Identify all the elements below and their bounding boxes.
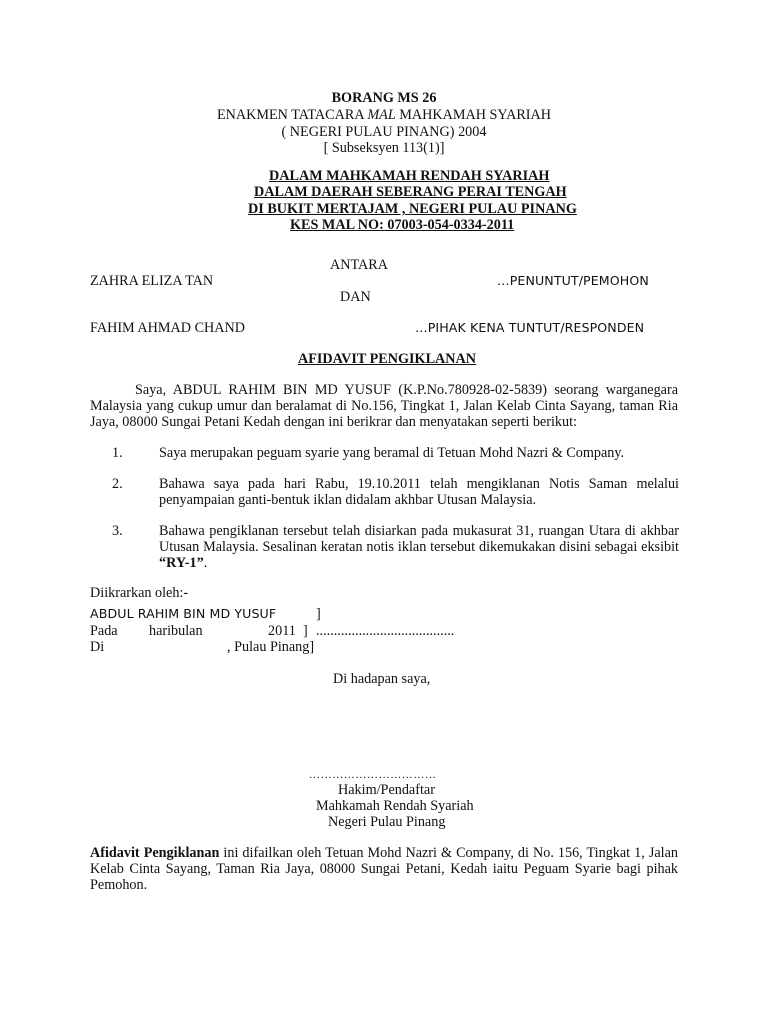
- declarant-name: ABDUL RAHIM BIN MD YUSUF: [90, 606, 277, 621]
- state-year: ( NEGERI PULAU PINANG) 2004: [281, 124, 487, 140]
- officer-court: Mahkamah Rendah Syariah: [316, 798, 474, 814]
- filing-note-line-2: Kelab Cinta Sayang, Taman Ria Jaya, 08000 Sungai Petani, Kedah iaitu Peguam Syarie bagi pihak: [90, 861, 678, 877]
- item-number: 3.: [112, 523, 123, 539]
- declaration-year: 2011: [268, 623, 296, 639]
- court-line-1: DALAM MAHKAMAH RENDAH SYARIAH: [269, 168, 550, 184]
- between-label: ANTARA: [330, 257, 388, 273]
- officer-signature-line: ……………………………: [309, 769, 437, 781]
- item-2-line-1: Bahawa saya pada hari Rabu, 19.10.2011 telah mengiklanan Notis Saman melalui: [159, 476, 679, 492]
- intro-line-3: Jaya, 08000 Sungai Petani Kedah dengan ini berikrar dan menyatakan seperti berikut:: [90, 414, 577, 430]
- exhibit-reference: “RY-1”.: [159, 555, 208, 571]
- item-number: 2.: [112, 476, 123, 492]
- enactment-mal: MAL: [367, 107, 396, 123]
- subsection: [ Subseksyen 113(1)]: [323, 140, 445, 156]
- item-1-text: Saya merupakan peguam syarie yang beramal di Tetuan Mohd Nazri & Company.: [159, 445, 625, 461]
- respondent-name: FAHIM AHMAD CHAND: [90, 320, 246, 336]
- court-line-2: DALAM DAERAH SEBERANG PERAI TENGAH: [254, 184, 567, 200]
- haribulan-label: haribulan: [149, 623, 203, 639]
- enactment-title: ENAKMEN TATACARA MAL MAHKAMAH SYARIAH: [216, 107, 552, 123]
- declaration-place: , Pulau Pinang]: [227, 639, 315, 655]
- intro-line-2: Malaysia yang cukup umur dan beralamat di No.156, Tingkat 1, Jalan Kelab Cinta Sayang, taman Ria: [90, 398, 678, 414]
- before-me-label: Di hadapan saya,: [333, 671, 431, 687]
- and-label: DAN: [340, 289, 371, 305]
- filing-note-line-1: Afidavit Pengiklanan ini difailkan oleh Tetuan Mohd Nazri & Company, di No. 156, Tingkat 1, Jalan: [90, 845, 678, 861]
- signature-line: .......................................: [316, 623, 455, 639]
- declared-by-label: Diikrarkan oleh:-: [90, 585, 189, 601]
- bracket: ]: [303, 623, 308, 639]
- case-number: KES MAL NO: 07003-054-0334-2011: [290, 217, 515, 233]
- item-3-line-1: Bahawa pengiklanan tersebut telah disiarkan pada mukasurat 31, ruangan Utara di akhbar: [159, 523, 679, 539]
- form-number: BORANG MS 26: [331, 90, 437, 106]
- respondent-role: …PIHAK KENA TUNTUT/RESPONDEN: [415, 320, 645, 335]
- di-label: Di: [90, 639, 105, 655]
- affidavit-title: AFIDAVIT PENGIKLANAN: [298, 351, 477, 367]
- officer-title: Hakim/Pendaftar: [338, 782, 435, 798]
- filing-note-line-3: Pemohon.: [90, 877, 148, 893]
- item-number: 1.: [112, 445, 123, 461]
- officer-state: Negeri Pulau Pinang: [328, 814, 446, 830]
- court-line-3: DI BUKIT MERTAJAM , NEGERI PULAU PINANG: [248, 201, 577, 217]
- plaintiff-role: …PENUNTUT/PEMOHON: [497, 273, 649, 288]
- item-3-line-2: Utusan Malaysia. Sesalinan keratan notis iklan tersebut dikemukakan disini sebagai eksibit: [159, 539, 679, 555]
- bracket: ]: [316, 606, 321, 622]
- item-2-line-2: penyampaian ganti-bentuk iklan didalam akhbar Utusan Malaysia.: [159, 492, 537, 508]
- pada-label: Pada: [90, 623, 118, 639]
- plaintiff-name: ZAHRA ELIZA TAN: [90, 273, 214, 289]
- intro-line-1: Saya, ABDUL RAHIM BIN MD YUSUF (K.P.No.780928-02-5839) seorang warganegara: [135, 382, 678, 398]
